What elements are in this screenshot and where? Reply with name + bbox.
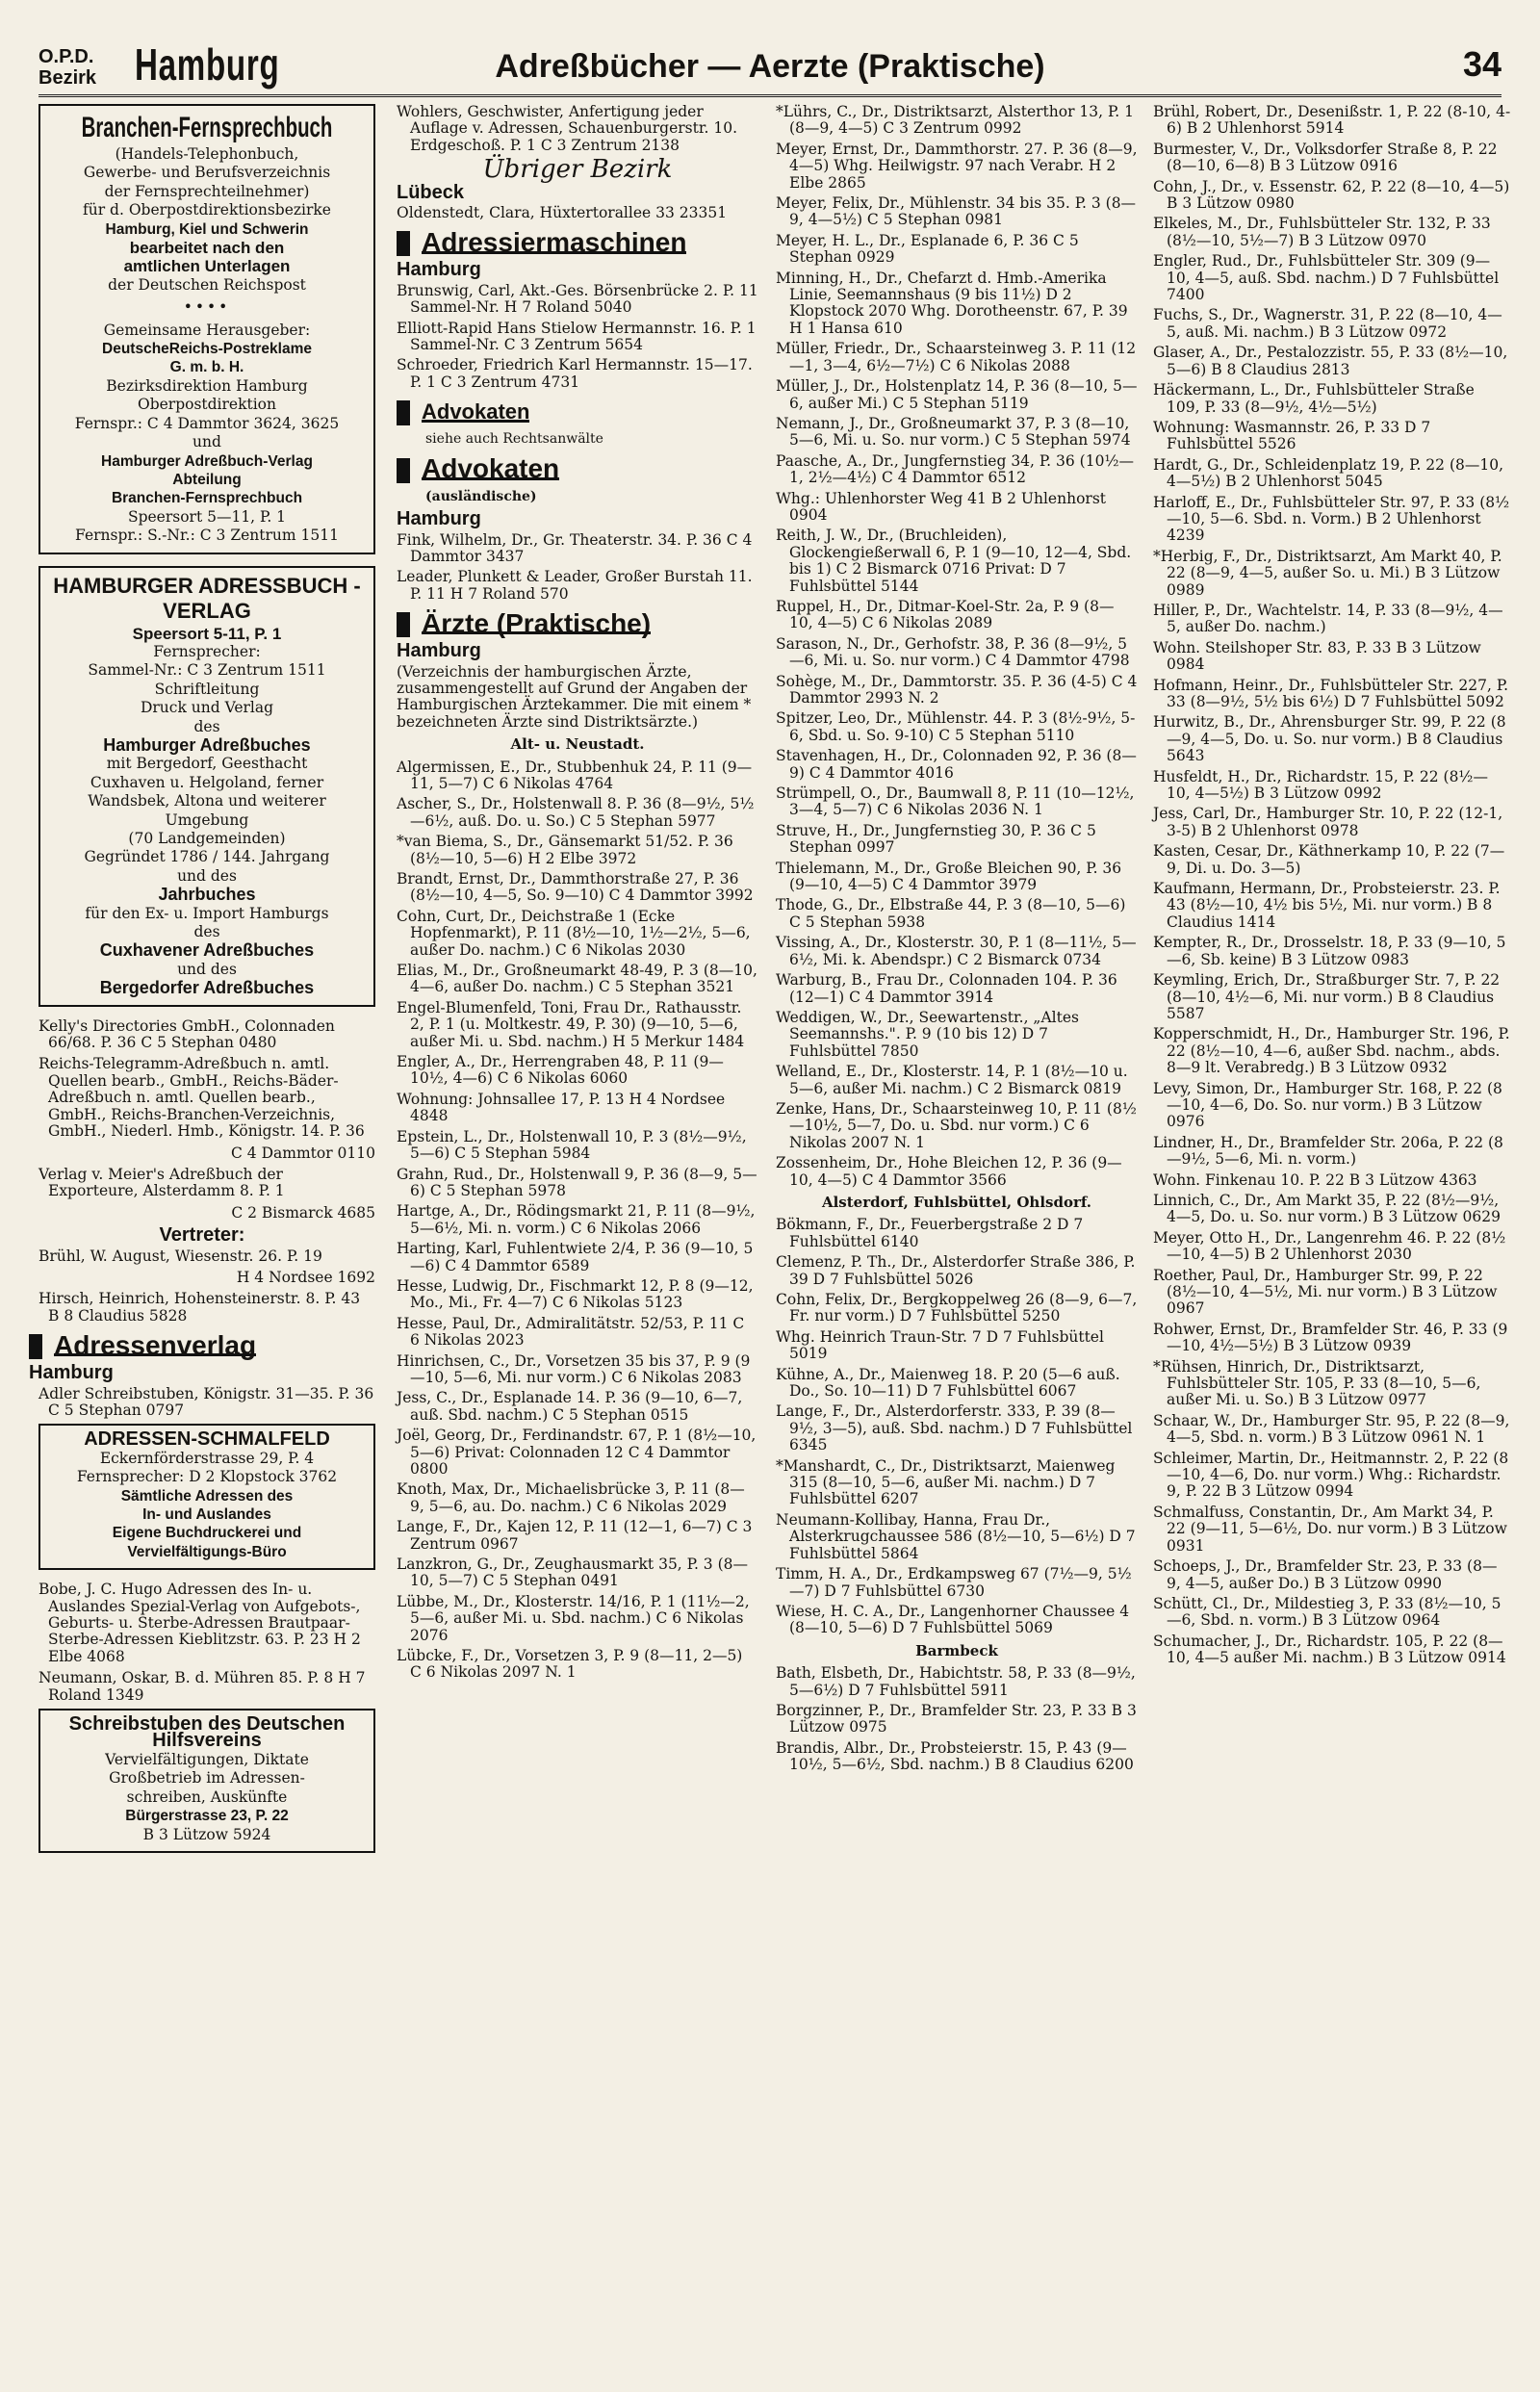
- list-item: Lange, F., Dr., Kajen 12, P. 11 (12—1, 6—7) C 3 Zentrum 0967: [397, 1518, 753, 1553]
- list-item: Schütt, Cl., Dr., Mildestieg 3, P. 33 (8½—10, 5—6, Sbd. n. vorm.) B 3 Lützow 0964: [1153, 1594, 1502, 1630]
- list-item: Lanzkron, G., Dr., Zeughausmarkt 35, P. 3 (8—10, 5—7) C 5 Stephan 0491: [397, 1556, 748, 1590]
- ad-line: für d. Oberpostdirektionsbezirke: [83, 201, 331, 219]
- ad-line: Druck und Verlag: [140, 699, 274, 717]
- column-4: [1153, 104, 1511, 1671]
- entry-list: [38, 1386, 375, 1420]
- list-item: Jess, C., Dr., Esplanade 14. P. 36 (9—10, 6—7, auß. Sbd. nachm.) C 5 Stephan 0515: [397, 1389, 743, 1424]
- list-item: Hardt, G., Dr., Schleidenplatz 19, P. 22 (8—10, 4—5½) B 2 Uhlenhorst 5045: [1153, 455, 1504, 491]
- list-item: Verlag v. Meier's Adreßbuch der Exporteure, Alsterdamm 8. P. 1: [38, 1165, 285, 1200]
- list-item: Whg.: Uhlenhorster Weg 41 B 2 Uhlenhorst 0904: [776, 489, 1106, 524]
- list-item: Lübcke, F., Dr., Vorsetzen 3, P. 9 (8—11, 2—5) C 6 Nikolas 2097 N. 1: [397, 1647, 743, 1682]
- ad-line: In- und Auslandes: [142, 1506, 271, 1523]
- ad-line: Großbetrieb im Adressen-: [109, 1769, 305, 1788]
- physician-list: [776, 1217, 1138, 1636]
- list-item: Brunswig, Carl, Akt.-Ges. Börsenbrücke 2. P. 11 Sammel-Nr. H 7 Roland 5040: [397, 281, 758, 317]
- list-item: Wohlers, Geschwister, Anfertigung jeder Auflage v. Adressen, Schauenburgerstr. 10. Erdgeschoß. P. 1 C 3 Zentrum 2138: [397, 103, 738, 154]
- list-item: Neumann-Kollibay, Hanna, Frau Dr., Alsterkrugchaussee 586 (8½—10, 5—6½) D 7 Fuhlsbüttel 5864: [776, 1510, 1136, 1562]
- ad-line: Eigene Buchdruckerei und: [112, 1525, 302, 1542]
- ad-line: Gewerbe- und Berufsverzeichnis: [83, 164, 331, 182]
- list-item: Glaser, A., Dr., Pestalozzistr. 55, P. 33 (8½—10, 5—6) B 8 Claudius 2813: [1153, 344, 1508, 378]
- list-item: Hirsch, Heinrich, Hohensteinerstr. 8. P. 43 B 8 Claudius 5828: [38, 1290, 361, 1325]
- page-title: Adreßbücher — Aerzte (Praktische): [495, 48, 1045, 85]
- list-item: Hinrichsen, C., Dr., Vorsetzen 35 bis 37, P. 9 (9—10, 5—6, Mi. nur vorm.) C 6 Nikolas 2083: [397, 1351, 751, 1386]
- list-item: Keymling, Erich, Dr., Straßburger Str. 7, P. 22 (8—10, 4½—6, Mi. nur vorm.) B 8 Claudius 5587: [1153, 971, 1501, 1022]
- list-item: Brandis, Albr., Dr., Probsteierstr. 15, P. 43 (9—10½, 5—6½, Sbd. nachm.) B 8 Claudius 6200: [776, 1738, 1134, 1774]
- list-item: Schleimer, Martin, Dr., Heitmannstr. 2, P. 22 (8—10, 4—6, Do. nur vorm.) Whg.: Richardstr. 9, P. 22 B 3 Lützow 0994: [1153, 1449, 1509, 1501]
- list-item: Minning, H., Dr., Chefarzt d. Hmb.-Amerika Linie, Seemannshaus (9 bis 11½) D 2 Klopstock 2070 Whg. Dorotheenstr. 67, P. 39 H 1 Hansa 610: [776, 269, 1128, 337]
- ad-line: Sammel-Nr.: C 3 Zentrum 1511: [88, 661, 326, 680]
- list-item: C 4 Dammtor 0110: [231, 1144, 375, 1162]
- list-item: Lübbe, M., Dr., Klosterstr. 14/16, P. 1 (11½—2, 5—6, außer Mi. u. Sbd. nachm.) C 6 Nikolas 2076: [397, 1592, 750, 1644]
- page-header: [38, 37, 1502, 97]
- ad-line: Bezirksdirektion Hamburg: [106, 376, 308, 395]
- ad-schreibstuben: [38, 1709, 375, 1853]
- ad-line: Hamburger Adreßbuch-Verlag: [101, 452, 313, 470]
- physician-list: [397, 759, 758, 1682]
- bullet-square-icon: [397, 458, 410, 483]
- list-item: Schmalfuss, Constantin, Dr., Am Markt 34, P. 22 (9—11, 5—6½, Do. nur vorm.) B 3 Lützow 0931: [1153, 1503, 1507, 1555]
- list-item: Elkeles, M., Dr., Fuhlsbütteler Str. 132, P. 33 (8½—10, 5½—7) B 3 Lützow 0970: [1153, 215, 1491, 249]
- ad-line: mit Bergedorf, Geesthacht: [106, 755, 308, 773]
- list-item: Strümpell, O., Dr., Baumwall 8, P. 11 (10—12½, 3—4, 5—7) C 6 Nikolas 2036 N. 1: [776, 784, 1135, 819]
- list-item: Harloff, E., Dr., Fuhlsbütteler Str. 97, P. 33 (8½—10, 5—6. Sbd. n. Vorm.) B 2 Uhlenhorst 4239: [1153, 493, 1510, 545]
- list-item: Engler, Rud., Dr., Fuhlsbütteler Str. 309 (9—10, 4—5, auß. Sbd. nachm.) D 7 Fuhlsbüttel 7400: [1153, 252, 1500, 304]
- list-item: Rohwer, Ernst, Dr., Bramfelder Str. 46, P. 33 (9—10, 4½—5½) B 3 Lützow 0939: [1153, 1320, 1508, 1355]
- ad-line: Eckernförderstrasse 29, P. 4: [99, 1449, 315, 1467]
- list-item: Paasche, A., Dr., Jungfernstieg 34, P. 36 (10½—1, 2½—4½) C 4 Dammtor 6512: [776, 451, 1134, 487]
- list-item: Kaufmann, Hermann, Dr., Probsteierstr. 23. P. 43 (8½—10, 4½ bis 5½, Mi. nur vorm.) B 8 Claudius 1414: [1153, 880, 1501, 931]
- ad-line: Jahrbuches: [158, 885, 256, 905]
- list-item: *van Biema, S., Dr., Gänsemarkt 51/52. P. 36 (8½—10, 5—6) H 2 Elbe 3972: [397, 833, 733, 867]
- list-item: Häckermann, L., Dr., Fuhlsbütteler Straße 109, P. 33 (8—9½, 4½—5½): [1153, 381, 1475, 416]
- section-heading: Advokaten: [397, 400, 758, 425]
- list-item: Schroeder, Friedrich Karl Hermannstr. 15—17. P. 1 C 3 Zentrum 4731: [397, 356, 753, 391]
- list-item: H 4 Nordsee 1692: [236, 1268, 375, 1286]
- list-item: Jess, Carl, Dr., Hamburger Str. 10, P. 22 (12-1, 3-5) B 2 Uhlenhorst 0978: [1153, 805, 1503, 839]
- list-item: Sarason, N., Dr., Gerhofstr. 38, P. 36 (8—9½, 5—6, Mi. u. So. nur vorm.) C 4 Dammtor 4798: [776, 634, 1130, 670]
- ad-line: Branchen-Fernsprechbuch: [111, 490, 303, 507]
- list-item: Kühne, A., Dr., Maienweg 18. P. 20 (5—6 auß. Do., So. 10—11) D 7 Fuhlsbüttel 6067: [776, 1365, 1120, 1401]
- section-city: Lübeck: [397, 181, 465, 203]
- list-item: Elliott-Rapid Hans Stielow Hermannstr. 16. P. 1 Sammel-Nr. C 3 Zentrum 5654: [397, 319, 757, 354]
- list-item: Lindner, H., Dr., Bramfelder Str. 206a, P. 22 (8—9½, 5—6, Mi. n. vorm.): [1153, 1133, 1503, 1169]
- ad-line: der Deutschen Reichspost: [108, 275, 306, 294]
- physician-list: [776, 104, 1138, 1189]
- list-item: Whg. Heinrich Traun-Str. 7 D 7 Fuhlsbüttel 5019: [776, 1327, 1104, 1363]
- list-item: Reith, J. W., Dr., (Bruchleiden), Glockengießerwall 6, P. 1 (9—10, 12—4, Sbd. bis 1) C 2 Bismarck 0716 Privat: D 7 Fuhlsbüttel 5144: [776, 527, 1132, 595]
- list-item: Nemann, J., Dr., Großneumarkt 37, P. 3 (8—10, 5—6, Mi. u. So. nur vorm.) C 5 Stephan 5974: [776, 414, 1131, 450]
- list-item: Leader, Plunkett & Leader, Großer Burstah 11. P. 11 H 7 Roland 570: [397, 568, 753, 603]
- entry-list: [38, 1582, 375, 1704]
- list-item: Brandt, Ernst, Dr., Dammthorstraße 27, P. 36 (8½—10, 4—5, So. 9—10) C 4 Dammtor 3992: [397, 870, 754, 905]
- ad-line: Sämtliche Adressen des: [120, 1487, 294, 1505]
- ad-line: Hamburger Adreßbuches: [103, 734, 311, 755]
- cross-reference: siehe auch Rechtsanwälte: [425, 431, 603, 448]
- ad-line: bearbeitet nach den: [129, 239, 285, 258]
- section-qualifier: (ausländische): [425, 488, 537, 504]
- list-item: Welland, E., Dr., Klosterstr. 14, P. 1 (8½—10 u. 5—6, außer Mi. nachm.) C 2 Bismarck 0819: [776, 1063, 1128, 1097]
- page-number: 34: [1462, 44, 1502, 84]
- separator-dots: ••••: [183, 298, 231, 317]
- list-item: Hofmann, Heinr., Dr., Fuhlsbütteler Str. 227, P. 33 (8—9½, 5½ bis 6½) D 7 Fuhlsbüttel 5092: [1153, 676, 1509, 710]
- column-2: [397, 104, 758, 1685]
- list-item: Roether, Paul, Dr., Hamburger Str. 99, P. 22 (8½—10, 4—5½, Mi. nur vorm.) B 3 Lützow 0967: [1153, 1266, 1498, 1318]
- ad-line: Schriftleitung: [154, 680, 260, 698]
- list-item: Zossenheim, Dr., Hohe Bleichen 12, P. 36 (9—10, 4—5) C 4 Dammtor 3566: [776, 1154, 1122, 1189]
- list-item: Hurwitz, B., Dr., Ahrensburger Str. 99, P. 22 (8—9, 4—5, Do. u. So. nur vorm.) B 8 Claudius 5643: [1153, 713, 1506, 765]
- ad-line: DeutscheReichs-Postreklame: [102, 341, 312, 358]
- list-item: Cohn, Curt, Dr., Deichstraße 1 (Ecke Hopfenmarkt), P. 11 (8½—10, 1½—2½, 5—6, außer Do. nachm.) C 6 Nikolas 2030: [397, 907, 751, 959]
- intro-note: (Verzeichnis der hamburgischen Ärzte, zusammengestellt auf Grund der Angaben der Hamburgischen Ärztekammer. Die mit einem * bezeichneten Ärzte sind Distriktsärzte.): [397, 662, 752, 731]
- ad-line: für den Ex- u. Import Hamburgs: [85, 904, 329, 922]
- list-item: Brühl, Robert, Dr., Desenißstr. 1, P. 22 (8-10, 4-6) B 2 Uhlenhorst 5914: [1153, 103, 1511, 138]
- ad-line: Speersort 5—11, P. 1: [127, 507, 287, 526]
- section-heading: Advokaten: [397, 458, 758, 483]
- list-item: Hiller, P., Dr., Wachtelstr. 14, P. 33 (8—9½, 4—5, außer Do. nachm.): [1153, 601, 1503, 636]
- list-item: Zenke, Hans, Dr., Schaarsteinweg 10, P. 11 (8½—10½, 5—7, Do. u. Sbd. nur vorm.) C 6 Nikolas 2007 N. 1: [776, 1099, 1137, 1151]
- list-item: Warburg, B., Frau Dr., Colonnaden 104. P. 36 (12—1) C 4 Dammtor 3914: [776, 971, 1117, 1006]
- list-item: Müller, Friedr., Dr., Schaarsteinweg 3. P. 11 (12—1, 3—4, 6½—7½) C 6 Nikolas 2088: [776, 340, 1137, 374]
- ad-line: Fernsprecher:: [153, 642, 261, 660]
- ad-line: (Handels-Telephonbuch,: [115, 145, 299, 163]
- list-item: Stavenhagen, H., Dr., Colonnaden 92, P. 36 (8—9) C 4 Dammtor 4016: [776, 747, 1137, 782]
- ad-line: (70 Landgemeinden): [128, 830, 286, 847]
- ad-line: Oberpostdirektion: [137, 396, 276, 414]
- list-item: Bobe, J. C. Hugo Adressen des In- u. Auslandes Spezial-Verlag von Aufgebots-, Geburts- u. Sterbe-Adressen Brautpaar-Sterbe-Adressen Kieblitzstr. 63. P. 23 H 2 Elbe 4068: [38, 1581, 361, 1665]
- ad-line: amtlichen Unterlagen: [123, 257, 291, 276]
- section-city: Hamburg: [397, 259, 481, 281]
- section-heading: Adressiermaschinen: [397, 231, 758, 256]
- physician-list: [1153, 104, 1511, 1667]
- list-item: *Lührs, C., Dr., Distriktsarzt, Alsterthor 13, P. 1 (8—9, 4—5) C 3 Zentrum 0992: [776, 103, 1135, 138]
- column-1: [29, 104, 375, 1865]
- ad-line: des: [193, 717, 220, 735]
- ad-title: HAMBURGER ADRESSBUCH - VERLAG: [53, 573, 361, 623]
- list-item: Adler Schreibstuben, Königstr. 31—35. P. 36 C 5 Stephan 0797: [38, 1384, 374, 1419]
- list-item: Kelly's Directories GmbH., Colonnaden 66/68. P. 36 C 5 Stephan 0480: [38, 1016, 335, 1052]
- ad-line: schreiben, Auskünfte: [126, 1788, 288, 1806]
- ad-line: Wandsbek, Altona und weiterer: [88, 792, 326, 810]
- list-item: Kopperschmidt, H., Dr., Hamburger Str. 196, P. 22 (8½—10, 4—6, außer Sbd. nachm., abds. 8—9 lt. Verabredg.) B 3 Lützow 0932: [1153, 1025, 1510, 1077]
- list-item: Meyer, H. L., Dr., Esplanade 6, P. 36 C 5 Stephan 0929: [776, 231, 1079, 267]
- list-item: Meyer, Ernst, Dr., Dammthorstr. 27. P. 36 (8—9, 4—5) Whg. Heilwigstr. 97 nach Verabr. H 2 Elbe 2865: [776, 140, 1138, 192]
- list-item: Meyer, Felix, Dr., Mühlenstr. 34 bis 35. P. 3 (8—9, 4—5½) C 5 Stephan 0981: [776, 194, 1137, 229]
- ad-line: Vervielfältigungs-Büro: [127, 1543, 287, 1560]
- list-item: Struve, H., Dr., Jungfernstieg 30, P. 36 C 5 Stephan 0997: [776, 821, 1096, 857]
- list-item: Hesse, Paul, Dr., Admiralitätstr. 52/53, P. 11 C 6 Nikolas 2023: [397, 1314, 745, 1350]
- list-item: Schaar, W., Dr., Hamburger Str. 95, P. 22 (8—9, 4—5, Sbd. n. vorm.) B 3 Lützow 0961 N. 1: [1153, 1411, 1510, 1447]
- list-item: Wohnung: Wasmannstr. 26, P. 33 D 7 Fuhlsbüttel 5526: [1153, 418, 1431, 453]
- city-title: Hamburg: [135, 39, 280, 90]
- list-item: Neumann, Oskar, B. d. Mühren 85. P. 8 H 7 Roland 1349: [38, 1669, 366, 1704]
- list-item: C 2 Bismarck 4685: [231, 1203, 375, 1222]
- list-item: *Herbig, F., Dr., Distriktsarzt, Am Markt 40, P. 22 (8—9, 4—5, außer So. u. Mi.) B 3 Lützow 0989: [1153, 547, 1502, 599]
- directory-entries: [38, 1018, 375, 1222]
- section-heading: Adressenverlag: [29, 1334, 375, 1359]
- ad-title: Branchen-Fernsprechbuch: [81, 112, 333, 143]
- ad-line: und des: [177, 960, 237, 978]
- list-item: Elias, M., Dr., Großneumarkt 48-49, P. 3 (8—10, 4—6, außer Do. nachm.) C 5 Stephan 3521: [397, 962, 757, 996]
- ad-title: ADRESSEN-SCHMALFELD: [84, 1428, 330, 1451]
- ad-line: G. m. b. H.: [169, 359, 244, 376]
- section-heading: Ärzte (Praktische): [397, 612, 758, 637]
- list-item: Sohège, M., Dr., Dammtorstr. 35. P. 36 (4-5) C 4 Dammtor 2993 N. 2: [776, 672, 1138, 707]
- column-3: [776, 104, 1138, 1778]
- section-subtitle: Vertreter:: [159, 1224, 245, 1247]
- list-item: Levy, Simon, Dr., Hamburger Str. 168, P. 22 (8—10, 4—6, Do. So. nur vorm.) B 3 Lützow 0976: [1153, 1079, 1502, 1131]
- ad-line: Cuxhavener Adreßbuches: [99, 940, 315, 961]
- list-item: Grahn, Rud., Dr., Holstenwall 9, P. 36 (8—9, 5—6) C 5 Stephan 5978: [397, 1165, 757, 1199]
- list-item: *Rühsen, Hinrich, Dr., Distriktsarzt, Fuhlsbütteler Str. 105, P. 33 (8—10, 5—6, außer Mi. u. So.) B 3 Lützow 0977: [1153, 1357, 1481, 1409]
- ad-adressbuch-verlag: [38, 566, 375, 1007]
- list-item: Schoeps, J., Dr., Bramfelder Str. 23, P. 33 (8—9, 4—5, außer Do.) B 3 Lützow 0990: [1153, 1557, 1498, 1592]
- bullet-square-icon: [397, 231, 410, 256]
- ad-branchen-fernsprechbuch: [38, 104, 375, 554]
- bullet-square-icon: [397, 400, 410, 425]
- section-city: Hamburg: [397, 508, 481, 530]
- list-item: Hesse, Ludwig, Dr., Fischmarkt 12, P. 8 (9—12, Mo., Mi., Fr. 4—7) C 6 Nikolas 5123: [397, 1276, 754, 1312]
- ad-line: Hamburg, Kiel und Schwerin: [105, 220, 309, 238]
- physician-list: [776, 1665, 1138, 1773]
- list-item: Schumacher, J., Dr., Richardstr. 105, P. 22 (8—10, 4—5 außer Mi. nachm.) B 3 Lützow 0914: [1153, 1632, 1506, 1667]
- vertreter-list: [38, 1248, 375, 1325]
- list-item: Wiese, H. C. A., Dr., Langenhorner Chaussee 4 (8—10, 5—6) D 7 Fuhlsbüttel 5069: [776, 1602, 1130, 1637]
- list-item: Burmester, V., Dr., Volksdorfer Straße 8, P. 22 (8—10, 6—8) B 3 Lützow 0916: [1153, 140, 1498, 175]
- list-item: Lange, F., Dr., Alsterdorferstr. 333, P. 39 (8—9½, 3—5), auß. Sbd. nachm.) D 7 Fuhlsbüttel 6345: [776, 1402, 1133, 1454]
- list-item: Hartge, A., Dr., Rödingsmarkt 21, P. 11 (8—9½, 5—6½, Mi. n. vorm.) C 6 Nikolas 2066: [397, 1202, 756, 1237]
- list-item: Borgzinner, P., Dr., Bramfelder Str. 23, P. 33 B 3 Lützow 0975: [776, 1701, 1137, 1736]
- ad-line: Gemeinsame Herausgeber:: [103, 321, 311, 339]
- list-item: Thode, G., Dr., Elbstraße 44, P. 3 (8—10, 5—6) C 5 Stephan 5938: [776, 896, 1126, 931]
- district-subheading: Alt- u. Neustadt.: [510, 735, 645, 754]
- section-subtitle: Übriger Bezirk: [482, 155, 673, 185]
- list-item: Brühl, W. August, Wiesenstr. 26. P. 19: [38, 1247, 322, 1265]
- ad-line: Fernspr.: S.-Nr.: C 3 Zentrum 1511: [75, 527, 339, 545]
- list-item: Bath, Elsbeth, Dr., Habichtstr. 58, P. 33 (8—9½, 5—6½) D 7 Fuhlsbüttel 5911: [776, 1664, 1136, 1699]
- section-city: Hamburg: [397, 640, 481, 662]
- list-item: Oldenstedt, Clara, Hüxtertorallee 33 23351: [397, 204, 728, 222]
- list-item: Engler, A., Dr., Herrengraben 48, P. 11 (9—10½, 4—6) C 6 Nikolas 6060: [397, 1053, 724, 1088]
- bullet-square-icon: [29, 1334, 42, 1359]
- list-item: Knoth, Max, Dr., Michaelisbrücke 3, P. 11 (8—9, 5—6, au. Do. nachm.) C 6 Nikolas 2029: [397, 1480, 745, 1515]
- ad-line: Fernspr.: C 4 Dammtor 3624, 3625: [74, 414, 340, 432]
- list-item: Linnich, C., Dr., Am Markt 35, P. 22 (8½—9½, 4—5, Do. u. So. nur vorm.) B 3 Lützow 0629: [1153, 1191, 1501, 1226]
- list-item: Weddigen, W., Dr., Seewartenstr., „Altes Seemannshs.". P. 9 (10 bis 12) D 7 Fuhlsbüttel 7850: [776, 1008, 1079, 1060]
- ad-line: Fernsprecher: D 2 Klopstock 3762: [76, 1468, 338, 1486]
- list-item: Husfeldt, H., Dr., Richardstr. 15, P. 22 (8½—10, 4—5½) B 3 Lützow 0992: [1153, 767, 1488, 803]
- district-subheading: Barmbeck: [915, 1641, 998, 1659]
- list-item: Ascher, S., Dr., Holstenwall 8. P. 36 (8—9½, 5½—6½, auß. Do. u. So.) C 5 Stephan 5977: [397, 795, 755, 830]
- list-item: Müller, J., Dr., Holstenplatz 14, P. 36 (8—10, 5—6, außer Mi.) C 5 Stephan 5119: [776, 377, 1138, 412]
- ad-line: Abteilung: [172, 471, 242, 488]
- ad-title: Schreibstuben des Deutschen Hilfsvereins: [68, 1713, 346, 1752]
- list-item: Algermissen, E., Dr., Stubbenhuk 24, P. 11 (9—11, 5—7) C 6 Nikolas 4764: [397, 758, 753, 792]
- ad-line: Speersort 5-11, P. 1: [132, 624, 282, 643]
- list-item: Cohn, J., Dr., v. Essenstr. 62, P. 22 (8—10, 4—5) B 3 Lützow 0980: [1153, 177, 1510, 213]
- list-item: Joël, Georg, Dr., Ferdinandstr. 67, P. 1 (8½—10, 5—6) Privat: Colonnaden 12 C 4 Dammtor 0800: [397, 1427, 757, 1478]
- ad-line: Bergedorfer Adreßbuches: [99, 978, 315, 998]
- section-city: Hamburg: [29, 1362, 114, 1384]
- ad-line: der Fernsprechteilnehmer): [104, 182, 310, 200]
- ad-line: Cuxhaven u. Helgoland, ferner: [90, 773, 324, 791]
- ad-line: Umgebung: [165, 810, 249, 829]
- list-item: Wohn. Steilshoper Str. 83, P. 33 B 3 Lützow 0984: [1153, 638, 1481, 674]
- list-item: Timm, H. A., Dr., Erdkampsweg 67 (7½—9, 5½—7) D 7 Fuhlsbüttel 6730: [776, 1565, 1132, 1600]
- list-item: Engel-Blumenfeld, Toni, Frau Dr., Rathausstr. 2, P. 1 (u. Moltkestr. 49, P. 30) (9—10, 5—6, außer Mi. u. Sbd. nachm.) H 5 Merkur 1484: [397, 998, 745, 1050]
- ad-line: B 3 Lützow 5924: [142, 1825, 271, 1843]
- list-item: Reichs-Telegramm-Adreßbuch n. amtl. Quellen bearb., GmbH., Reichs-Bäder-Adreßbuch n. amtl. Quellen bearb., GmbH., Reichs-Branchen-Verzeichnis, GmbH., Niederl. Hmb., Königstr. 14. P. 36: [38, 1055, 365, 1141]
- ad-line: Gegründet 1786 / 144. Jahrgang: [84, 848, 330, 866]
- list-item: Vissing, A., Dr., Klosterstr. 30, P. 1 (8—11½, 5—6½, Mi. k. Abendspr.) C 2 Bismarck 0734: [776, 934, 1137, 968]
- ad-line: und des: [177, 866, 237, 885]
- district-subheading: Alsterdorf, Fuhlsbüttel, Ohlsdorf.: [821, 1193, 1092, 1211]
- ad-line: und: [192, 433, 221, 451]
- list-item: Epstein, L., Dr., Holstenwall 10, P. 3 (8½—9½, 5—6) C 5 Stephan 5984: [397, 1127, 747, 1163]
- district-label: O.P.D. Bezirk: [38, 46, 97, 89]
- ad-line: Bürgerstrasse 23, P. 22: [125, 1808, 289, 1825]
- ad-line: Vervielfältigungen, Diktate: [105, 1750, 309, 1768]
- list-item: Harting, Karl, Fuhlentwiete 2/4, P. 36 (9—10, 5—6) C 4 Dammtor 6589: [397, 1240, 754, 1274]
- list-item: Kempter, R., Dr., Drosselstr. 18, P. 33 (9—10, 5—6, Sb. keine) B 3 Lützow 0983: [1153, 934, 1506, 968]
- list-item: Meyer, Otto H., Dr., Langenrehm 46. P. 22 (8½—10, 4—5) B 2 Uhlenhorst 2030: [1153, 1228, 1506, 1264]
- list-item: Ruppel, H., Dr., Ditmar-Koel-Str. 2a, P. 9 (8—10, 4—5) C 6 Nikolas 2089: [776, 597, 1115, 632]
- list-item: *Manshardt, C., Dr., Distriktsarzt, Maienweg 315 (8—10, 5—6, außer Mi. nachm.) D 7 Fuhlsbüttel 6207: [776, 1456, 1116, 1508]
- list-item: Wohn. Finkenau 10. P. 22 B 3 Lützow 4363: [1153, 1170, 1477, 1189]
- ad-line: des: [193, 923, 220, 941]
- list-item: Wohnung: Johnsallee 17, P. 13 H 4 Nordsee 4848: [397, 1090, 726, 1125]
- list-item: Kasten, Cesar, Dr., Käthnerkamp 10, P. 22 (7—9, Di. u. Do. 3—5): [1153, 842, 1505, 877]
- list-item: Thielemann, M., Dr., Große Bleichen 90, P. 36 (9—10, 4—5) C 4 Dammtor 3979: [776, 859, 1122, 894]
- list-item: Fuchs, S., Dr., Wagnerstr. 31, P. 22 (8—10, 4—5, auß. Mi. nachm.) B 3 Lützow 0972: [1153, 306, 1502, 341]
- list-item: Bökmann, F., Dr., Feuerbergstraße 2 D 7 Fuhlsbüttel 6140: [776, 1216, 1084, 1250]
- ad-adressen-schmalfeld: [38, 1424, 375, 1570]
- list-item: Spitzer, Leo, Dr., Mühlenstr. 44. P. 3 (8½-9½, 5-6, Sbd. u. So. 9-10) C 5 Stephan 5110: [776, 709, 1136, 744]
- list-item: Cohn, Felix, Dr., Bergkoppelweg 26 (8—9, 6—7, Fr. nur vorm.) D 7 Fuhlsbüttel 5250: [776, 1291, 1138, 1325]
- list-item: Fink, Wilhelm, Dr., Gr. Theaterstr. 34. P. 36 C 4 Dammtor 3437: [397, 530, 753, 565]
- list-item: Clemenz, P. Th., Dr., Alsterdorfer Straße 386, P. 39 D 7 Fuhlsbüttel 5026: [776, 1253, 1136, 1288]
- bullet-square-icon: [397, 612, 410, 637]
